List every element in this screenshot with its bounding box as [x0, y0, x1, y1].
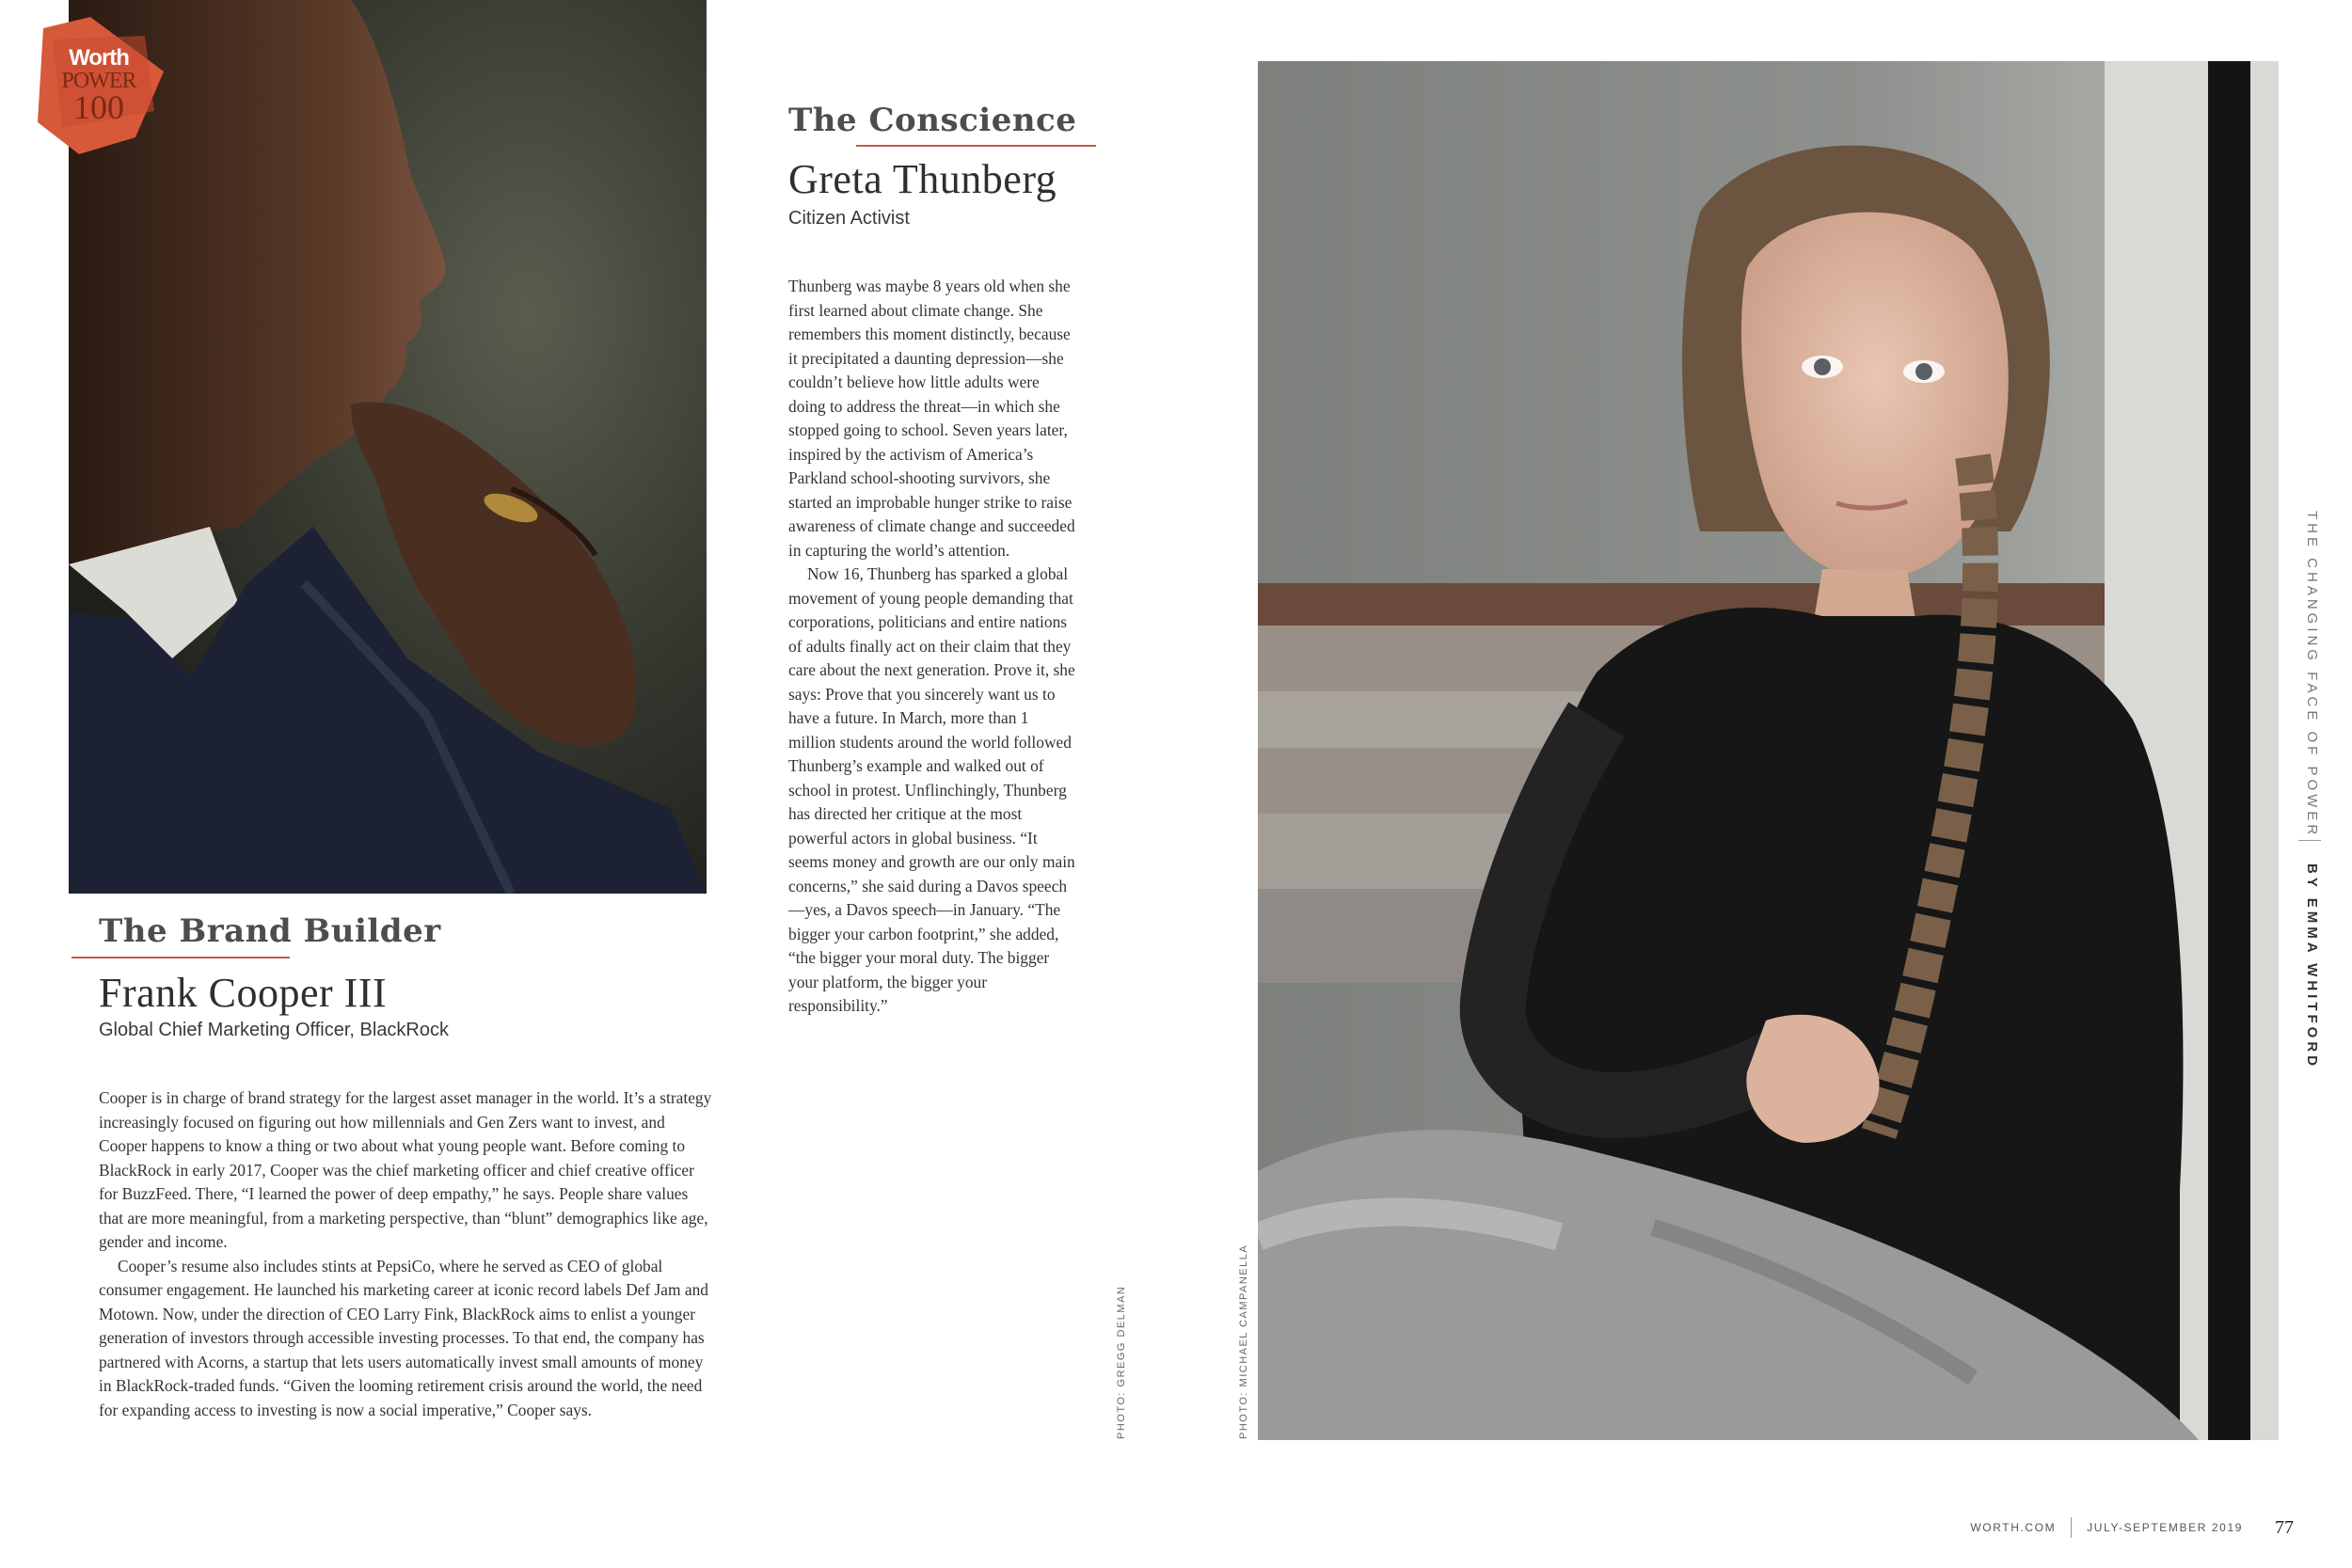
page-number: 77	[2275, 1516, 2294, 1538]
section-kicker-brand-builder: The Brand Builder	[99, 912, 441, 950]
body-paragraph: Cooper’s resume also includes stints at PepsiCo, where he served as CEO of global consumer engagement. He launched his marketing career at iconic record labels Def Jam and Motown. Now, under the direction of CEO Larry Fink, BlackRock aims to enlist a younger generation of investors through accessible investing processes. To that end, the company has partnered with Acorns, a startup that lets users automatically invest small amounts of money in BlackRock-traded funds. “Given the looming retirement crisis around the world, the need for expanding access to investing is now a social imperative,” Cooper says.	[99, 1256, 709, 1419]
worth-power-100-logo	[34, 17, 164, 154]
kicker-rule-right	[856, 145, 1096, 147]
photo-credit-campanella: PHOTO: MICHAEL CAMPANELLA	[1238, 1243, 1249, 1439]
footer-issue-date: JULY-SEPTEMBER 2019	[2087, 1521, 2243, 1534]
page-footer	[1970, 1516, 2294, 1539]
section-kicker-conscience: The Conscience	[788, 102, 1077, 139]
photo-frank-cooper	[69, 0, 707, 894]
article-body-thunberg	[788, 275, 1080, 1019]
profile-role-thunberg: Citizen Activist	[788, 208, 910, 229]
running-head-divider	[2298, 840, 2321, 841]
profile-name-cooper: Frank Cooper III	[99, 970, 388, 1016]
body-paragraph: Now 16, Thunberg has sparked a global movement of young people demanding that corporations, politicians and entire nations of adults finally act on their claim that they care about the next generation. Prove it, she says: Prove that you sincerely want us to have a future. In March, more than 1 million students around the world followed Thunberg’s example and walked out of school in protest. Unflinchingly, Thunberg has directed her critique at the most powerful actors in global business. “It seems money and growth are our only main concerns,” she said during a Davos speech—yes, a Davos speech—in January. “The bigger your carbon footprint,” she added, “the bigger your moral duty. The bigger your platform, the bigger your responsibility.”	[788, 564, 1075, 1015]
photo-greta-thunberg	[1258, 61, 2279, 1440]
body-paragraph: Thunberg was maybe 8 years old when she first learned about climate change. She remembers this moment distinctly, because it precipitated a daunting depression—she couldn’t believe how little adults were doing to address the threat—in which she stopped going to school. Seven years later, inspired by the activism of America’s Parkland school-shooting survivors, she started an improbable hunger strike to raise awareness of climate change and succeeded in capturing the world’s attention.	[788, 277, 1075, 560]
footer-site: WORTH.COM	[1970, 1521, 2057, 1534]
profile-role-cooper: Global Chief Marketing Officer, BlackRock	[99, 1020, 450, 1040]
running-head-byline: BY EMMA WHITFORD	[2304, 863, 2320, 1069]
profile-name-thunberg: Greta Thunberg	[788, 156, 1057, 202]
logo-line-power: POWER	[61, 69, 136, 93]
article-body-cooper	[99, 1086, 712, 1422]
running-head-title: THE CHANGING FACE OF POWER	[2304, 511, 2320, 839]
body-paragraph: Cooper is in charge of brand strategy for the largest asset manager in the world. It’s a strategy increasingly focused on figuring out how millennials and Gen Zers want to invest, and Cooper happens to know a thing or two about what young people want. Before coming to BlackRock in early 2017, Cooper was the chief marketing officer and chief creative officer for BuzzFeed. There, “I learned the power of deep empathy,” he says. People share values that are more meaningful, from a marketing perspective, than “blunt” demographics like age, gender and income.	[99, 1088, 712, 1251]
photo-credit-delman: PHOTO: GREGG DELMAN	[1116, 1285, 1127, 1439]
logo-line-100: 100	[73, 88, 124, 126]
footer-divider	[2071, 1517, 2072, 1538]
logo-brand: Worth	[69, 45, 129, 71]
kicker-rule-left	[72, 957, 290, 958]
